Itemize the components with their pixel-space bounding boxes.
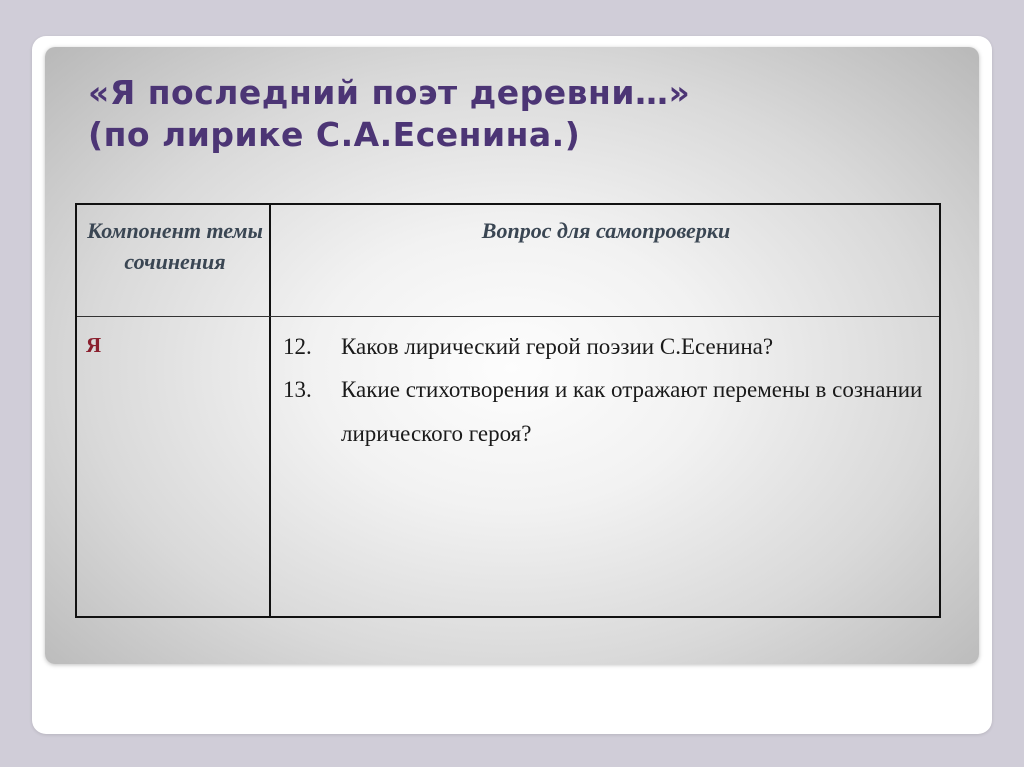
header-question: Вопрос для самопроверки xyxy=(481,218,731,243)
slide-title xyxy=(88,72,690,156)
self-check-table xyxy=(75,203,941,618)
question-list xyxy=(283,326,933,456)
component-cell: Я xyxy=(86,333,102,357)
question-number: 12. xyxy=(283,334,312,359)
title-line-2: (по лирике С.А.Есенина.) xyxy=(88,115,581,154)
question-item xyxy=(283,326,933,368)
header-component: Компонент темы сочинения xyxy=(87,218,263,274)
question-text: Каков лирический герой поэзии С.Есенина? xyxy=(341,334,774,359)
question-item xyxy=(283,368,933,456)
column-divider xyxy=(269,205,271,616)
title-line-1: «Я последний поэт деревни…» xyxy=(88,73,691,112)
question-text: Какие стихотворения и как отражают перемены в сознании лирического героя? xyxy=(341,377,923,446)
header-divider xyxy=(77,316,939,317)
question-number: 13. xyxy=(283,377,312,402)
